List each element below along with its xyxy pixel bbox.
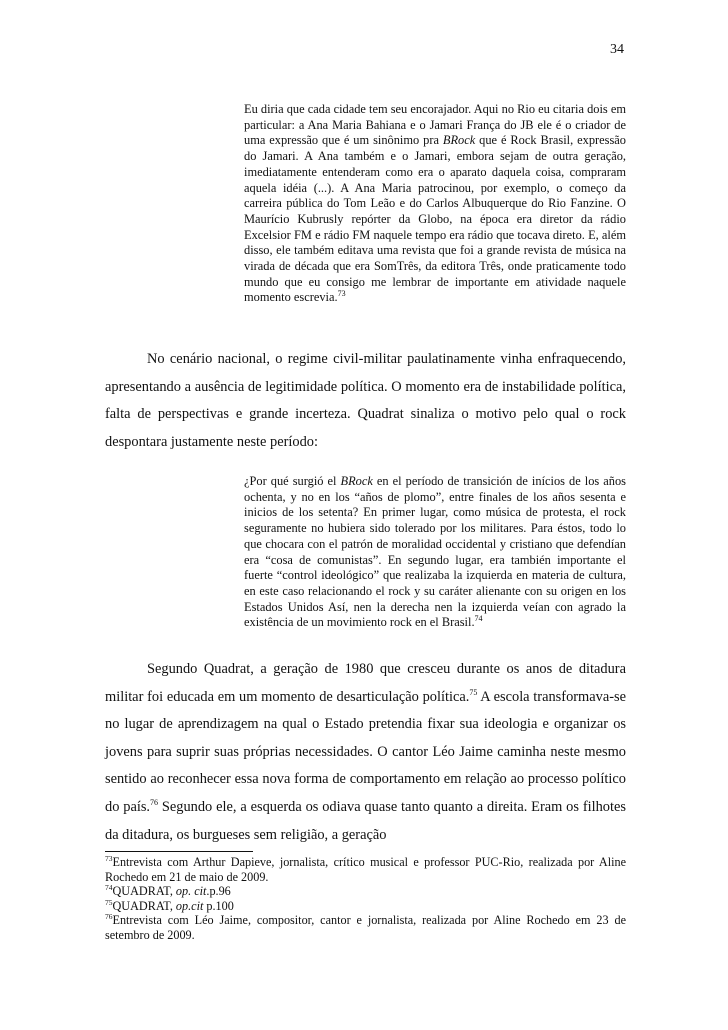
- paragraph-text: Segundo ele, a esquerda os odiava quase tanto quanto a direita. Eram os filhotes da ditadura, os burgueses sem religião, a geração: [105, 798, 626, 843]
- footnote-ref-75[interactable]: 75: [469, 687, 478, 697]
- paragraph-2: [105, 656, 626, 849]
- quote-text: Eu diria que cada cidade tem seu encorajador. Aqui no Rio eu citaria dois em particular: a Ana Maria Bahiana e o Jamari França do JB ele é o criador de uma expressão que é um sinônimo pra: [244, 102, 626, 148]
- paragraph-text: Segundo Quadrat, a geração de 1980 que cresceu durante os anos de ditadura militar foi educada em um momento de desarticulação política.: [105, 661, 626, 705]
- paragraph-text: No cenário nacional, o regime civil-militar paulatinamente vinha enfraquecendo, apresentando a ausência de legitimidade política. O momento era de instabilidade política, falta de perspectivas e grande incerteza. Quadrat sinaliza o motivo pelo qual o rock despontara justamente neste período:: [105, 351, 626, 450]
- quote-italic-term: BRock: [340, 474, 373, 488]
- footnote-ref-73[interactable]: 73: [337, 289, 346, 299]
- footnotes: [105, 855, 626, 943]
- page-number: 34: [610, 42, 624, 57]
- footnote-74: $^{74}$QUADRAT, op. cit.p.96: [105, 883, 231, 899]
- footnote-76: $^{76}$Entrevista com Léo Jaime, compositor, cantor e jornalista, realizada por Aline Rochedo em 23 de setembro de 2009.: [105, 912, 626, 942]
- quote-italic-term: BRock: [442, 133, 476, 148]
- block-quote-1: [244, 102, 626, 306]
- footnote-75: $^{75}$QUADRAT, op.cit p.100: [105, 897, 234, 913]
- quote-text: que é Rock Brasil, expressão do Jamari. A Ana também e o Jamari, embora sejam de outra geração, imediatamente entenderam como era o aparato daquela coisa, compraram aquela idéia (...). A Ana Maria patrocinou, por exemplo, o começo da carreira pública do Tom Leão e do Carlos Albuquerque do Rio Fanzine. O Maurício Kubrusly repórter da Globo, na época era diretor da rádio Excelsior FM e rádio FM naquele tempo era rádio que tocava direto. E, além disso, ele também editava uma revista que foi a grande revista de música na virada de década que era SomTrês, da editora Três, onde praticamente todo mundo que eu consigo me lembrar de importante em atividade naquele momento escrevia.: [244, 133, 626, 305]
- quote-text: ¿Por qué surgió el: [244, 474, 341, 488]
- paragraph-text: A escola transformava-se no lugar de aprendizagem na qual o Estado pretendia fixar sua ideologia e organizar os jovens para suprir suas próprias necessidades. O cantor Léo Jaime caminha neste mesmo sentido ao reconhecer essa nova forma de comportamento em relação ao processo político do país.: [105, 688, 627, 815]
- footnote-73: $^{73}$Entrevista com Arthur Dapieve, jornalista, crítico musical e professor PUC-Rio, realizada por Aline Rochedo em 21 de maio de 2009.: [105, 853, 626, 884]
- paragraph-1: [105, 346, 626, 456]
- footnote-ref-74[interactable]: 74: [474, 614, 483, 624]
- footnote-divider: [105, 851, 253, 852]
- footnote-ref-76[interactable]: 76: [150, 798, 159, 808]
- block-quote-2: [244, 474, 626, 631]
- quote-text: en el período de transición de inícios de los años ochenta, y no en los “años de plomo”, entre finales de los años sesenta e inicios de los setenta? En primer lugar, como música de protesta, el rock seguramente no hubiera sido tolerado por los militares. Para éstos, todo lo que chocara con el patrón de moralidad occidental y cristiano que defendían era “cosa de comunistas”. En segundo lugar, era también importante el fuerte “control ideológico” que realizaba la izquierda en materia de cultura, en este caso relacionando el rock y su caráter alienante con su origen en los Estados Unidos Así, nen la derecha nen la izquierda veían con agrado la existência de un movimiento rock en el Brasil.: [244, 474, 626, 630]
